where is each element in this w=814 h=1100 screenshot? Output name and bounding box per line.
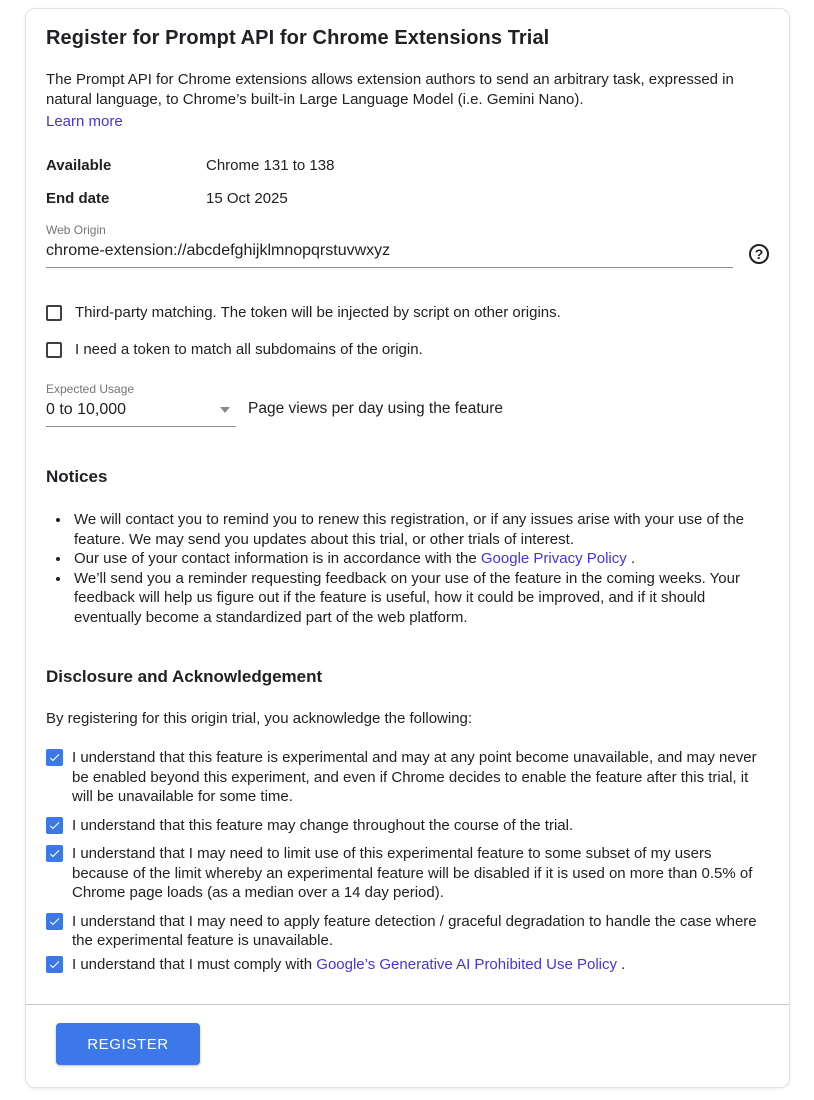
- available-value: Chrome 131 to 138: [206, 157, 335, 174]
- web-origin-row: [46, 242, 769, 268]
- ack-text: I understand that I may need to apply feature detection / graceful degradation to handle the case where the experimental feature is unavailable.: [72, 912, 757, 949]
- subdomain-label: I need a token to match all subdomains of the origin.: [75, 341, 423, 358]
- subdomain-option: [46, 341, 769, 358]
- disclosure-heading: Disclosure and Acknowledgement: [46, 667, 323, 686]
- help-icon[interactable]: ?: [749, 244, 769, 264]
- notice-text: .: [626, 550, 636, 567]
- third-party-option: [46, 304, 769, 321]
- ack-text: I understand that I must comply with Google’s Generative AI Prohibited Use Policy .: [72, 955, 626, 973]
- checkbox-checked-icon[interactable]: [46, 817, 63, 834]
- checkbox-checked-icon[interactable]: [46, 956, 63, 973]
- web-origin-input[interactable]: [46, 242, 733, 268]
- third-party-label: Third-party matching. The token will be injected by script on other origins.: [75, 304, 561, 321]
- ack-item: [46, 844, 769, 903]
- trial-description: The Prompt API for Chrome extensions allows extension authors to send an arbitrary task, expressed in natural language, to Chrome’s built-in Large Language Model (i.e. Gemini Nano).: [46, 71, 734, 108]
- prohibited-use-policy-link[interactable]: Google’s Generative AI Prohibited Use Policy: [316, 955, 617, 973]
- learn-more-link[interactable]: Learn more: [46, 113, 123, 130]
- notice-item: [71, 510, 769, 549]
- notice-text: We’ll send you a reminder requesting feedback on your use of the feature in the coming weeks. Your feedback will help us figure out if the feature is useful, how it could be improved, and if it should eventually become a standardized part of the web platform.: [74, 569, 740, 626]
- expected-usage-row: [46, 382, 769, 427]
- card-content: [26, 9, 789, 990]
- registration-card: [25, 8, 790, 1088]
- ack-text: I understand that this feature may change throughout the course of the trial.: [72, 816, 574, 834]
- expected-usage-select[interactable]: [46, 401, 236, 427]
- acknowledgement-list: [46, 748, 769, 974]
- checkbox-checked-icon[interactable]: [46, 913, 63, 930]
- expected-usage-field: [46, 382, 236, 427]
- disclosure-intro: By registering for this origin trial, you acknowledge the following:: [46, 710, 473, 727]
- checkbox-checked-icon[interactable]: [46, 845, 63, 862]
- expected-usage-description: Page views per day using the feature: [248, 400, 504, 417]
- chevron-down-icon: [220, 407, 230, 413]
- page-title: Register for Prompt API for Chrome Extensions Trial: [46, 27, 550, 49]
- checkbox-checked-icon[interactable]: [46, 749, 63, 766]
- expected-usage-label: Expected Usage: [46, 382, 135, 396]
- end-date-label: End date: [46, 190, 110, 207]
- register-button[interactable]: REGISTER: [56, 1023, 200, 1065]
- checkbox-unchecked-icon[interactable]: [46, 342, 62, 358]
- notice-text: Our use of your contact information is in accordance with the: [74, 550, 481, 567]
- ack-item: [46, 816, 769, 836]
- trial-details: [46, 157, 769, 207]
- notice-item: [71, 549, 769, 569]
- detail-row-available: [46, 157, 769, 174]
- notice-item: [71, 569, 769, 628]
- ack-item: [46, 912, 769, 951]
- notices-heading: Notices: [46, 467, 108, 486]
- available-label: Available: [46, 157, 112, 174]
- checkbox-unchecked-icon[interactable]: [46, 305, 62, 321]
- web-origin-field: [46, 223, 769, 268]
- expected-usage-value: 0 to 10,000: [46, 401, 127, 418]
- card-footer: [26, 1004, 789, 1087]
- detail-row-end-date: [46, 190, 769, 207]
- ack-text: I understand that this feature is experimental and may at any point become unavailable, and may never be enabled beyond this experiment, and even if Chrome decides to enable the feature after this trial, it will be unavailable for some time.: [72, 749, 757, 805]
- ack-item: [46, 955, 769, 975]
- web-origin-label: Web Origin: [46, 223, 106, 237]
- ack-text: I understand that I may need to limit use of this experimental feature to some subset of my users because of the limit whereby an experimental feature will be disabled if it is used on more than 0.5% of Chrome page loads (as a median over a 14 day period).: [72, 845, 753, 901]
- privacy-policy-link[interactable]: Google Privacy Policy: [480, 550, 627, 567]
- end-date-value: 15 Oct 2025: [206, 190, 288, 207]
- ack-item: [46, 748, 769, 807]
- notice-text: We will contact you to remind you to renew this registration, or if any issues arise with your use of the feature. We may send you updates about this trial, or other trials of interest.: [74, 511, 745, 548]
- notices-list: [46, 510, 769, 627]
